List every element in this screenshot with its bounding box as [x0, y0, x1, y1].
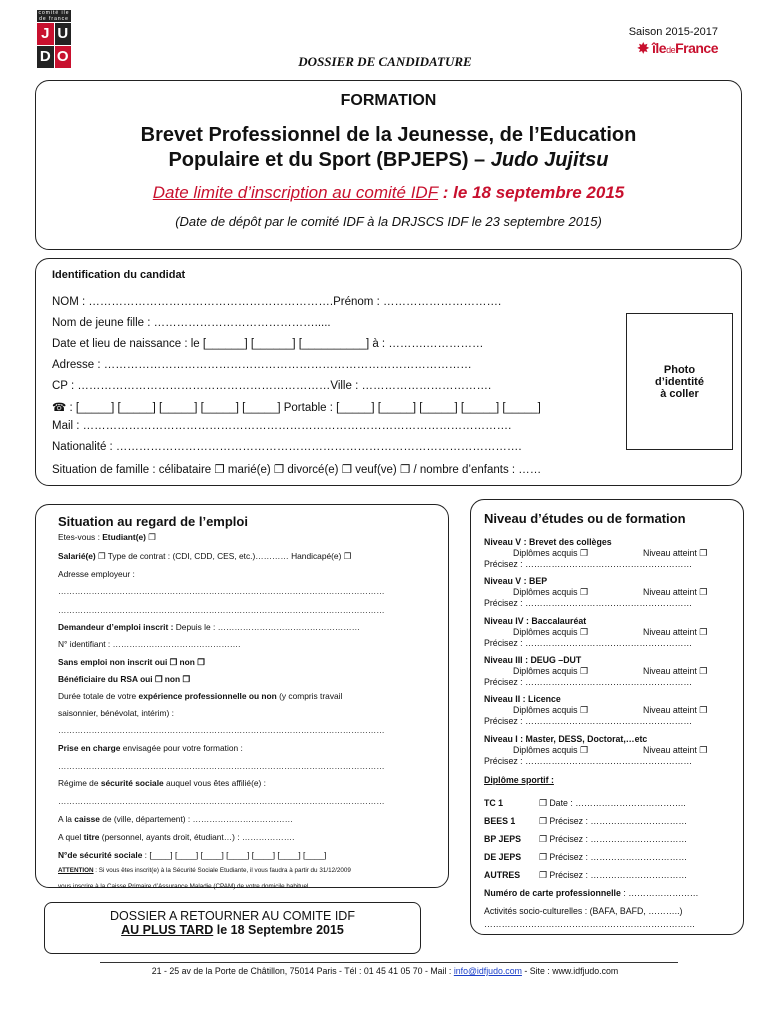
activites-field[interactable]: Activités socio-culturelles : (BAFA, BAFD, ………..)	[484, 906, 683, 916]
logo-letter: U	[55, 23, 72, 45]
logo-letter: O	[55, 46, 72, 68]
diplome-sportif-heading: Diplôme sportif :	[484, 775, 554, 785]
emploi-line[interactable]: Adresse employeur :	[58, 569, 135, 579]
diplome-sportif-field[interactable]: ❐ Précisez : ……………………………	[539, 870, 688, 880]
emploi-heading: Situation au regard de l’emploi	[58, 514, 248, 529]
star-icon: ✸	[637, 40, 649, 56]
emploi-line[interactable]: Salarié(e) ❐ Type de contrat : (CDI, CDD, CES, etc.)………… Handicapé(e) ❐	[58, 551, 352, 561]
emploi-line[interactable]: Sans emploi non inscrit oui ❐ non ❐	[58, 657, 205, 667]
field-naissance[interactable]: Date et lieu de naissance : le [______] [______] [__________] à : ……….……………	[52, 338, 484, 350]
diplome-sportif-label: BEES 1	[484, 816, 516, 826]
field-nom-jeune-fille[interactable]: Nom de jeune fille : …………………………………….....	[52, 317, 331, 329]
field-situation-famille[interactable]: Situation de famille : célibataire ❐ marié(e) ❐ divorcé(e) ❐ veuf(ve) ❐ / nombre d’enfants : ……	[52, 464, 542, 476]
diplome-sportif-label: TC 1	[484, 798, 504, 808]
niveau-label: Niveau II : Licence	[484, 694, 561, 705]
footer-divider	[100, 962, 678, 963]
diplomes-acquis-checkbox[interactable]: Diplômes acquis ❐	[513, 587, 588, 598]
niveau-label: Niveau IV : Baccalauréat	[484, 615, 587, 626]
carte-professionnelle-field[interactable]: Numéro de carte professionnelle : ……………………	[484, 888, 699, 898]
field-adresse[interactable]: Adresse : ……………………………………………………………………………………	[52, 359, 472, 371]
diplome-sportif-label: AUTRES	[484, 870, 521, 880]
footer: 21 - 25 av de la Porte de Châtillon, 75014 Paris - Tél : 01 45 41 05 70 - Mail : info@idfjudo.com - Site : www.idfjudo.com	[151, 966, 619, 976]
logo-letter: D	[37, 46, 54, 68]
field-mail[interactable]: Mail : ………………………………………………………………………………………………….	[52, 420, 512, 432]
logo-top-text: comité ile de france	[38, 10, 70, 22]
niveau-atteint-checkbox[interactable]: Niveau atteint ❐	[643, 548, 708, 558]
emploi-line[interactable]: Etes-vous : Etudiant(e) ❐	[58, 532, 156, 542]
footer-mail-link[interactable]: info@idfjudo.com	[453, 966, 522, 976]
field-nom[interactable]: NOM : ……………………………………………………….Prénom : ………………………….	[52, 296, 502, 308]
field-telephone[interactable]: ☎ : [_____] [_____] [_____] [_____] [_____] Portable : [_____] [_____] [_____] [_____] [_____]	[52, 402, 541, 414]
diplome-sportif-field[interactable]: ❐ Précisez : ……………………………	[539, 816, 688, 826]
depot-date: (Date de dépôt par le comité IDF à la DRJSCS IDF le 23 septembre 2015)	[175, 214, 602, 229]
etudes-heading: Niveau d’études ou de formation	[484, 511, 686, 526]
formation-label: FORMATION	[340, 92, 437, 109]
diplome-sportif-field[interactable]: ❐ Précisez : ……………………………	[539, 834, 688, 844]
logo-letter: J	[37, 23, 54, 45]
emploi-line[interactable]: ………………………………………………………………………………………………………	[58, 725, 385, 735]
niveau-atteint-checkbox[interactable]: Niveau atteint ❐	[643, 744, 708, 755]
precisez-field[interactable]: Précisez : …………………………………………………	[484, 598, 693, 609]
emploi-line[interactable]: A quel titre (personnel, ayants droit, étudiant…) : ……………….	[58, 832, 295, 842]
niveau-atteint-checkbox[interactable]: Niveau atteint ❐	[643, 705, 708, 716]
niveau-atteint-checkbox[interactable]: Niveau atteint ❐	[643, 626, 708, 637]
deadline: Date limite d’inscription au comité IDF : le 18 septembre 2015	[152, 183, 625, 202]
niveau-label: Niveau V : Brevet des collèges	[484, 537, 612, 547]
emploi-line[interactable]: ATTENTION : Si vous êtes inscrit(e) à la Sécurité Sociale Etudiante, il vous faudra à partir du 31/12/2009	[58, 867, 351, 874]
emploi-line[interactable]: saisonnier, bénévolat, intérim) :	[58, 708, 174, 718]
diplomes-acquis-checkbox[interactable]: Diplômes acquis ❐	[513, 744, 588, 755]
photo-placeholder: Photo d’identité à coller	[626, 313, 733, 450]
emploi-line[interactable]: ………………………………………………………………………………………………………	[58, 586, 385, 596]
emploi-line[interactable]: Régime de sécurité sociale auquel vous êtes affilié(e) :	[58, 778, 266, 788]
emploi-line[interactable]: N° identifiant : ……………………………………….	[58, 639, 241, 649]
diplome-sportif-label: DE JEPS	[484, 852, 522, 862]
formation-box	[35, 80, 742, 250]
emploi-line[interactable]: ………………………………………………………………………………………………………	[58, 761, 385, 771]
return-notice: DOSSIER A RETOURNER AU COMITE IDF AU PLUS TARD le 18 Septembre 2015	[44, 902, 421, 954]
niveau-label: Niveau I : Master, DESS, Doctorat,…etc	[484, 733, 648, 744]
diplomes-acquis-checkbox[interactable]: Diplômes acquis ❐	[513, 705, 588, 716]
emploi-line[interactable]: A la caisse de (ville, département) : ………………………………	[58, 814, 294, 824]
emploi-line[interactable]: Bénéficiaire du RSA oui ❐ non ❐	[58, 674, 190, 684]
emploi-line[interactable]: ………………………………………………………………………………………………………	[58, 605, 385, 615]
etudes-box	[470, 499, 744, 935]
precisez-field[interactable]: Précisez : …………………………………………………	[484, 637, 693, 648]
precisez-field[interactable]: Précisez : …………………………………………………	[484, 716, 693, 727]
emploi-line[interactable]: Demandeur d’emploi inscrit : Depuis le : ……………………………………………	[58, 622, 361, 632]
diplome-sportif-field[interactable]: ❐ Précisez : ……………………………	[539, 852, 688, 862]
diplome-sportif-label: BP JEPS	[484, 834, 522, 844]
niveau-label: Niveau III : DEUG –DUT	[484, 654, 582, 665]
emploi-line[interactable]: ………………………………………………………………………………………………………	[58, 796, 385, 806]
precisez-field[interactable]: Précisez : …………………………………………………	[484, 559, 693, 569]
activites-dots[interactable]: ………………………………………………………………	[484, 919, 696, 929]
diplomes-acquis-checkbox[interactable]: Diplômes acquis ❐	[513, 665, 588, 676]
emploi-box	[35, 504, 449, 888]
emploi-line[interactable]: vous inscrire à la Caisse Primaire d’Assurance Maladie (CPAM) de votre domicile habituel.	[58, 883, 311, 890]
niveau-atteint-checkbox[interactable]: Niveau atteint ❐	[643, 587, 708, 598]
diplomes-acquis-checkbox[interactable]: Diplômes acquis ❐	[513, 626, 588, 637]
niveau-label: Niveau V : BEP	[484, 576, 548, 587]
emploi-line[interactable]: Prise en charge envisagée pour votre formation :	[58, 743, 243, 753]
ile-de-france-logo: ✸ îledeFrance	[637, 40, 718, 56]
diplome-sportif-field[interactable]: ❐ Date : ………………………………..	[539, 798, 686, 808]
formation-title: Brevet Professionnel de la Jeunesse, de l’Education Populaire et du Sport (BPJEPS) – Judo Jujitsu	[140, 124, 637, 171]
diplomes-acquis-checkbox[interactable]: Diplômes acquis ❐	[513, 548, 588, 558]
field-nationalite[interactable]: Nationalité : …………………………………………………………………………………………….	[52, 441, 522, 453]
precisez-field[interactable]: Précisez : …………………………………………………	[484, 755, 693, 766]
emploi-line[interactable]: N°de sécurité sociale : [____] [____] [____] [____] [____] [____] [____]	[58, 850, 327, 860]
season-text: Saison 2015-2017	[628, 26, 718, 38]
emploi-line[interactable]: Durée totale de votre expérience professionnelle ou non (y compris travail	[58, 691, 343, 701]
identification-box	[35, 258, 742, 486]
field-cp-ville[interactable]: CP : …………………………………………………………Ville : …………………………….	[52, 380, 492, 392]
identification-heading: Identification du candidat	[52, 269, 186, 281]
niveau-atteint-checkbox[interactable]: Niveau atteint ❐	[643, 665, 708, 676]
dossier-title: DOSSIER DE CANDIDATURE	[298, 54, 472, 69]
precisez-field[interactable]: Précisez : …………………………………………………	[484, 676, 693, 687]
